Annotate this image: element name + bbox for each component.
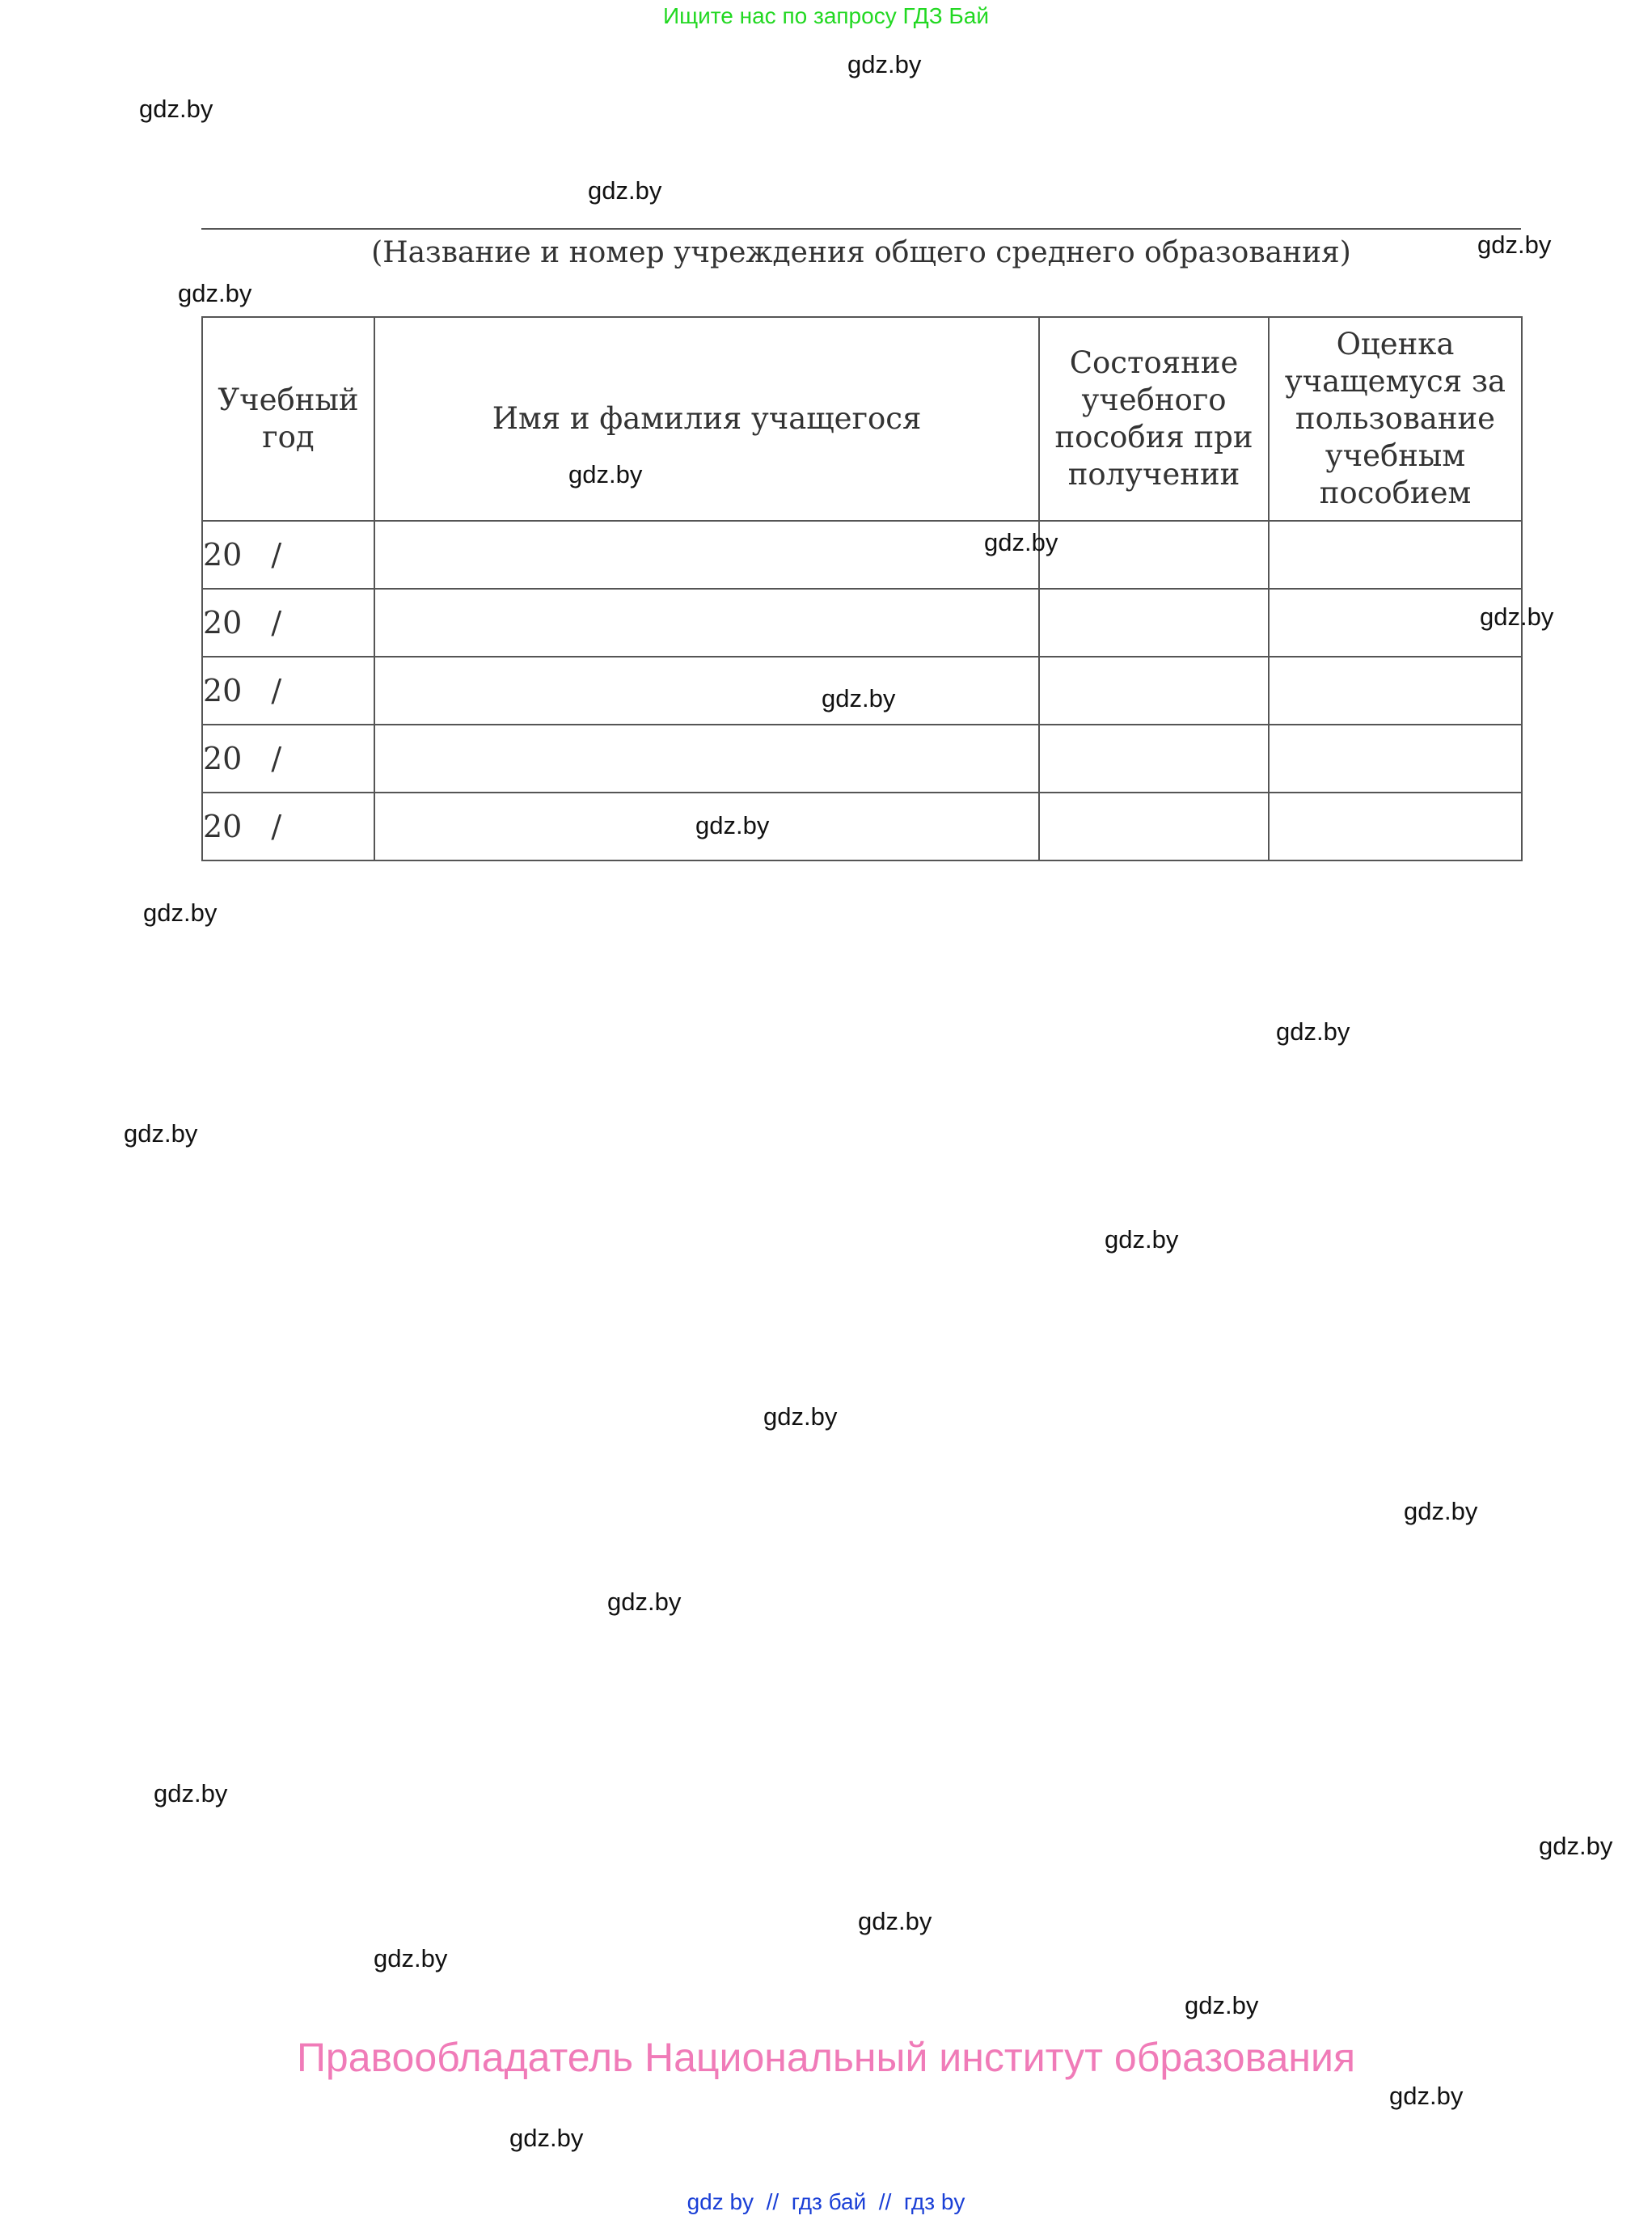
table-header-row [202,317,1522,521]
watermark: gdz.by [154,1779,228,1808]
watermark: gdz.by [763,1402,838,1431]
watermark: gdz.by [695,811,770,839]
grade-cell [1269,521,1522,589]
footer-links[interactable]: gdz by // гдз бай // гдз by [687,2189,965,2214]
year-slash: / [271,741,282,776]
watermark: gdz.by [847,50,922,78]
year-cell [202,589,374,657]
institution-caption: (Название и номер учреждения общего среднего образования) [371,236,1351,269]
watermark: gdz.by [858,1907,932,1935]
watermark: gdz.by [124,1119,198,1148]
watermark: gdz.by [568,460,643,488]
student-name-cell [374,521,1039,589]
watermark: gdz.by [588,176,662,205]
year-prefix: 20 [203,741,243,776]
condition-cell [1039,725,1269,793]
watermark: gdz.by [178,279,252,307]
watermark: gdz.by [374,1944,448,1972]
watermark: gdz.by [607,1588,682,1616]
watermark: gdz.by [1185,1991,1259,2019]
table-row [202,589,1522,657]
condition-cell [1039,657,1269,725]
institution-name-line [201,228,1521,230]
watermark: gdz.by [139,95,213,123]
year-cell [202,657,374,725]
year-slash: / [271,537,282,573]
grade-cell [1269,793,1522,860]
watermark: gdz.by [1480,603,1554,631]
header-student-grade: Оценка учащемуся за пользование учебным пособием [1269,317,1522,521]
watermark: gdz.by [822,684,896,712]
grade-cell [1269,725,1522,793]
watermark: gdz.by [984,528,1058,556]
watermark: gdz.by [1539,1832,1613,1860]
condition-cell [1039,521,1269,589]
year-cell [202,725,374,793]
condition-cell [1039,793,1269,860]
grade-cell [1269,657,1522,725]
watermark: gdz.by [1105,1225,1179,1254]
year-slash: / [271,673,282,708]
watermark: gdz.by [1404,1497,1478,1525]
header-book-condition: Состояние учебного пособия при получении [1039,317,1269,521]
student-name-cell [374,589,1039,657]
year-slash: / [271,809,282,844]
copyright-notice: Правообладатель Национальный институт образования [296,2035,1356,2080]
condition-cell [1039,589,1269,657]
year-slash: / [271,605,282,641]
table-row [202,725,1522,793]
header-student-name: Имя и фамилия учащегося [374,317,1039,521]
watermark: gdz.by [1389,2082,1464,2110]
student-name-cell [374,657,1039,725]
watermark: gdz.by [509,2124,584,2152]
table-row [202,793,1522,860]
table-row [202,521,1522,589]
year-cell [202,793,374,860]
search-banner: Ищите нас по запросу ГДЗ Бай [662,3,990,28]
year-cell [202,521,374,589]
header-school-year: Учебный год [202,317,374,521]
watermark: gdz.by [143,898,218,927]
year-prefix: 20 [203,605,243,641]
year-prefix: 20 [203,673,243,708]
year-prefix: 20 [203,809,243,844]
watermark: gdz.by [1477,230,1552,259]
year-prefix: 20 [203,537,243,573]
student-name-cell [374,725,1039,793]
textbook-usage-table [201,316,1523,861]
watermark: gdz.by [1276,1017,1350,1046]
